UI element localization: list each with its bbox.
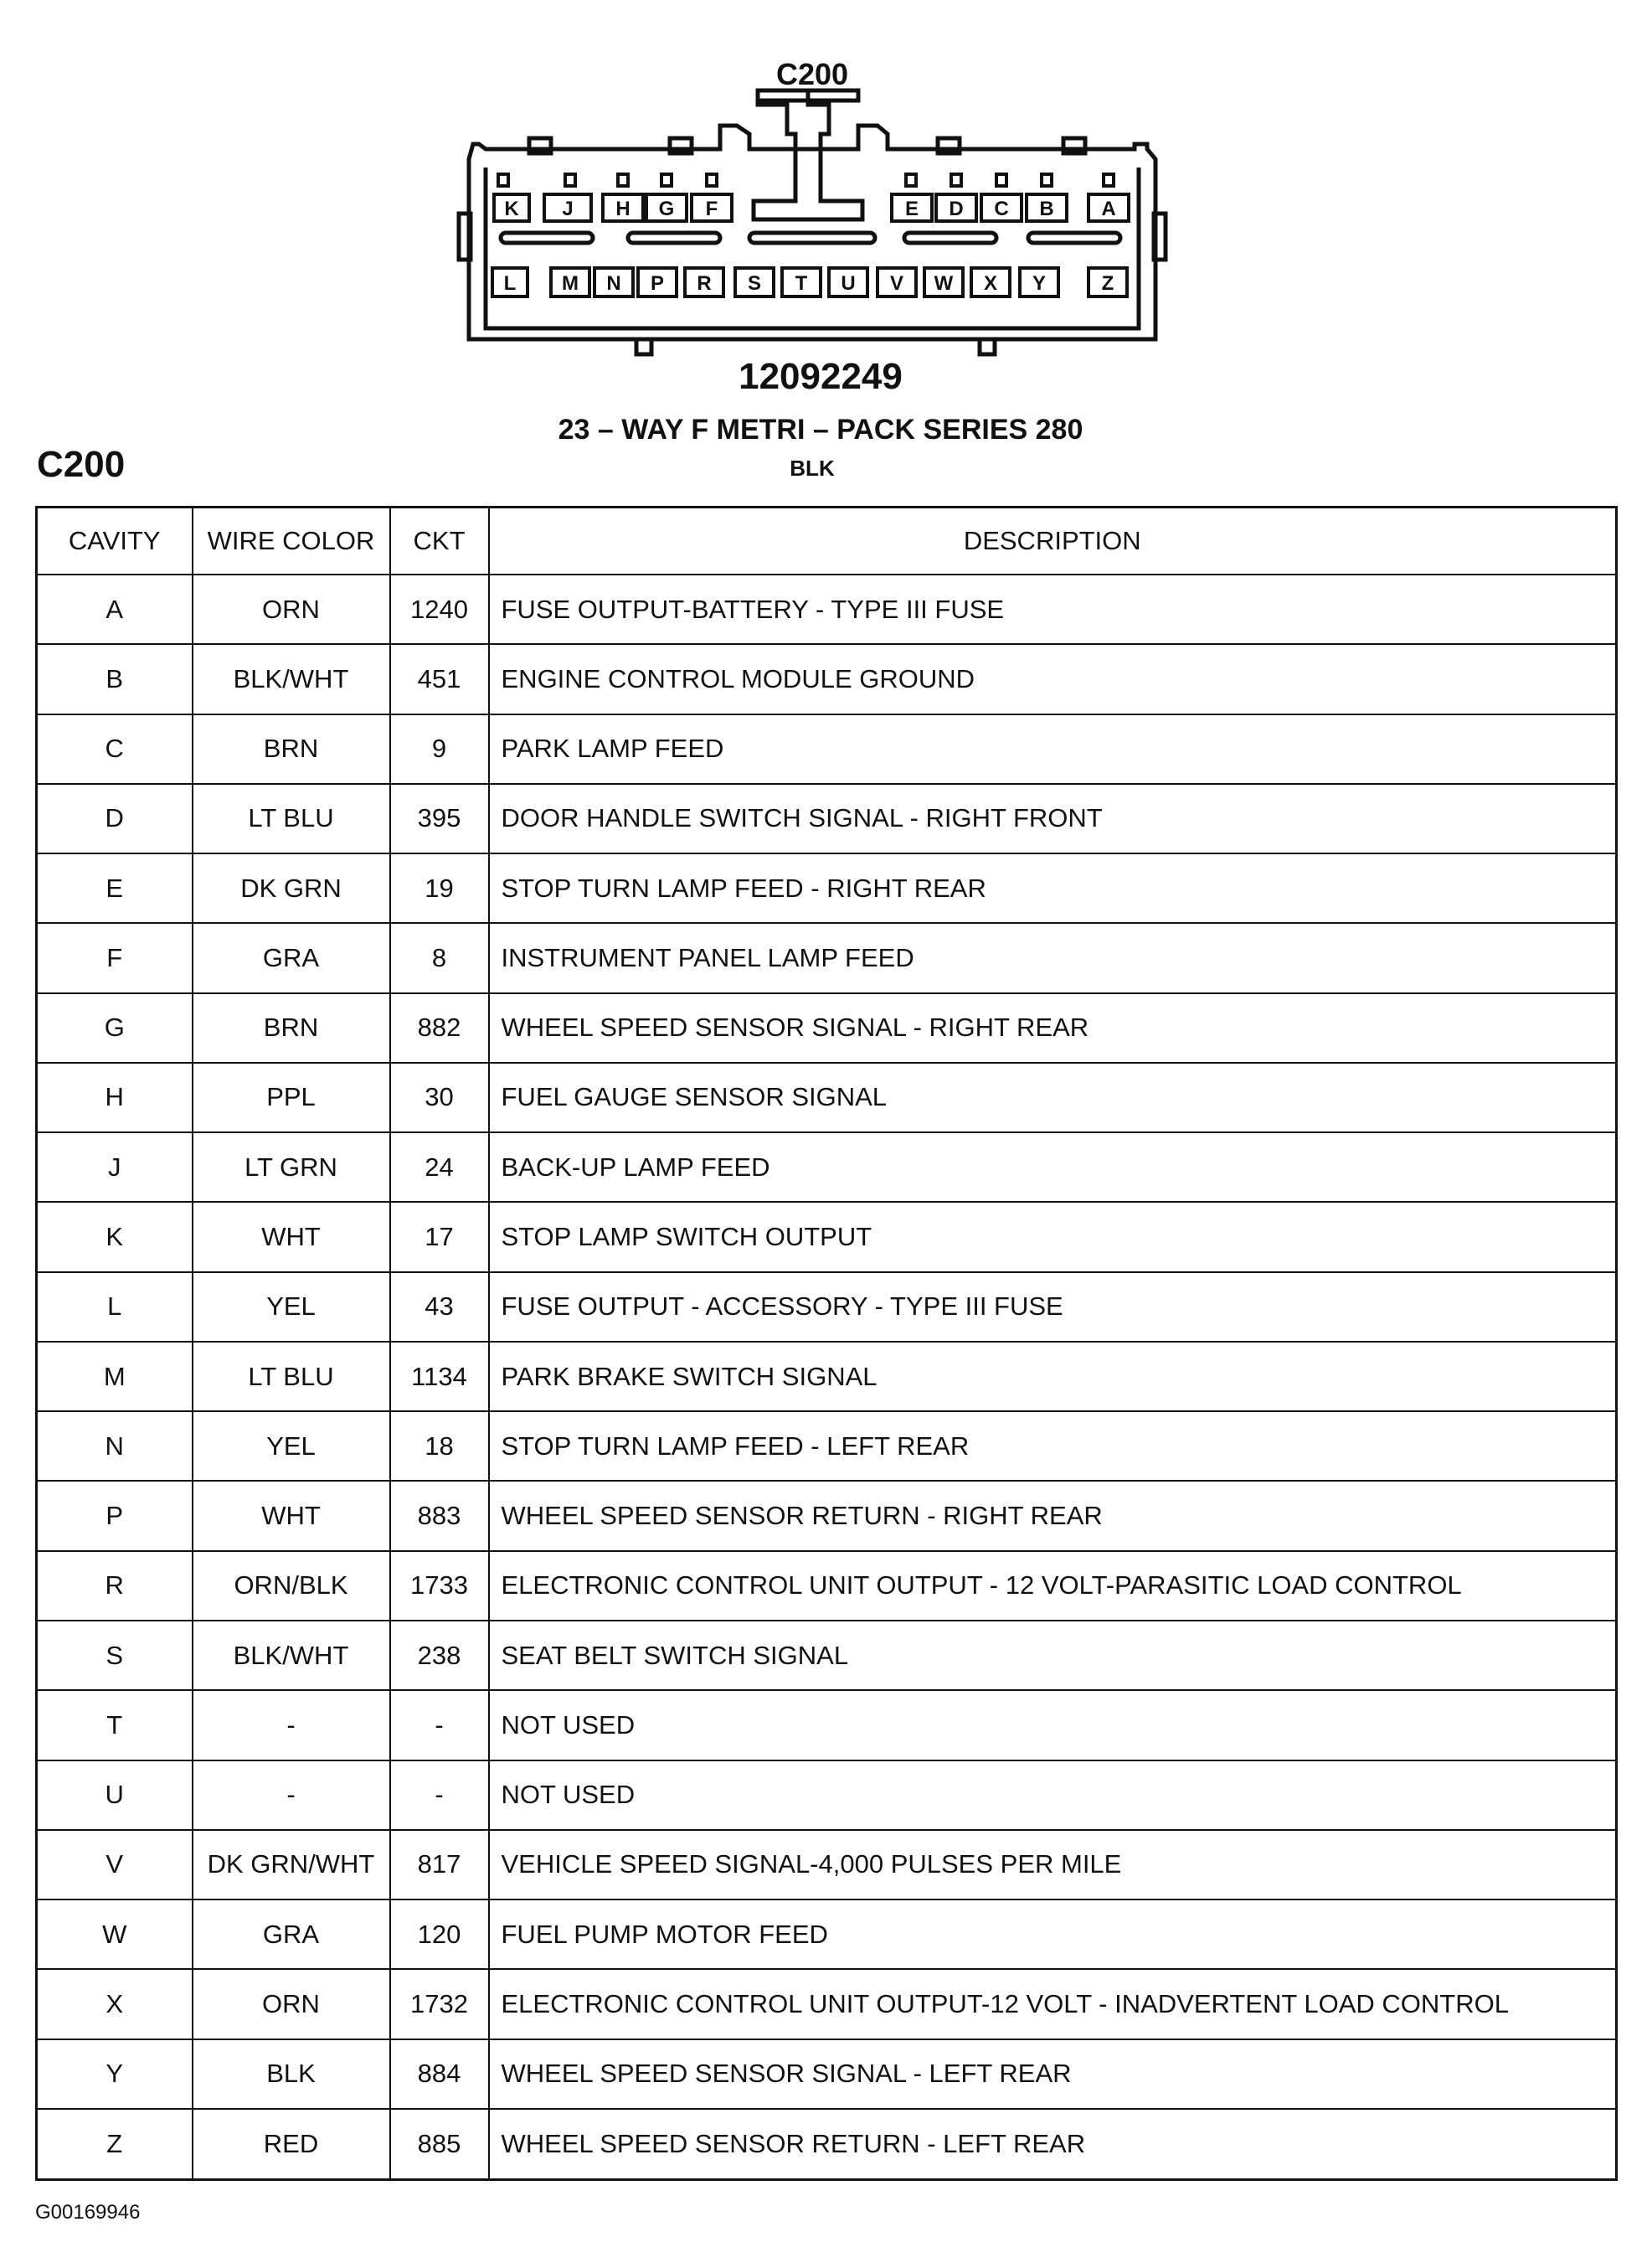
description-cell: ELECTRONIC CONTROL UNIT OUTPUT - 12 VOLT-PARASITIC LOAD CONTROL — [489, 1551, 1617, 1621]
cavity-cell: K — [37, 1202, 193, 1271]
cavity-D-label: D — [949, 198, 964, 220]
column-header-wire-color: WIRE COLOR — [193, 508, 390, 575]
table-row — [37, 1690, 1617, 1760]
cavity-U-label: U — [841, 272, 856, 295]
description-cell: ELECTRONIC CONTROL UNIT OUTPUT-12 VOLT - INADVERTENT LOAD CONTROL — [489, 1969, 1617, 2039]
cavity-cell: B — [37, 644, 193, 714]
description-cell: WHEEL SPEED SENSOR RETURN - RIGHT REAR — [489, 1481, 1617, 1550]
connector-series-title: 23 – WAY F METRI – PACK SERIES 280 — [558, 414, 1083, 446]
ckt-cell: 1732 — [390, 1969, 489, 2039]
wire-color-cell: LT BLU — [193, 784, 390, 853]
cavity-M-label: M — [562, 272, 579, 295]
ckt-cell: 884 — [390, 2039, 489, 2109]
ckt-cell: 1240 — [390, 575, 489, 644]
cavity-cell: R — [37, 1551, 193, 1621]
table-header-row — [37, 508, 1617, 575]
cavity-N-label: N — [606, 272, 621, 295]
description-cell: FUSE OUTPUT - ACCESSORY - TYPE III FUSE — [489, 1272, 1617, 1342]
cavity-cell: C — [37, 714, 193, 784]
wire-color-cell: LT BLU — [193, 1342, 390, 1411]
table-row — [37, 923, 1617, 992]
cavity-Y-label: Y — [1032, 272, 1047, 295]
cavity-J-label: J — [562, 198, 574, 220]
table-row — [37, 993, 1617, 1063]
cavity-V-label: V — [889, 272, 904, 295]
ckt-cell: 883 — [390, 1481, 489, 1550]
ckt-cell: 24 — [390, 1132, 489, 1202]
description-cell: WHEEL SPEED SENSOR SIGNAL - LEFT REAR — [489, 2039, 1617, 2109]
cavity-cell: M — [37, 1342, 193, 1411]
wire-color-cell: PPL — [193, 1063, 390, 1132]
description-cell: STOP LAMP SWITCH OUTPUT — [489, 1202, 1617, 1271]
description-cell: NOT USED — [489, 1690, 1617, 1760]
table-row — [37, 575, 1617, 644]
description-cell: FUSE OUTPUT-BATTERY - TYPE III FUSE — [489, 575, 1617, 644]
wire-color-cell: RED — [193, 2109, 390, 2180]
wire-color-cell: BRN — [193, 714, 390, 784]
wire-color-cell: YEL — [193, 1272, 390, 1342]
cavity-Z-label: Z — [1101, 272, 1114, 295]
cavity-cell: S — [37, 1621, 193, 1690]
cavity-cell: U — [37, 1760, 193, 1830]
description-cell: ENGINE CONTROL MODULE GROUND — [489, 644, 1617, 714]
wire-color-cell: WHT — [193, 1202, 390, 1271]
cavity-F-label: F — [705, 198, 718, 220]
description-cell: STOP TURN LAMP FEED - RIGHT REAR — [489, 853, 1617, 923]
cavity-cell: F — [37, 923, 193, 992]
table-row — [37, 1481, 1617, 1550]
cavity-cell: T — [37, 1690, 193, 1760]
connector-color-code: BLK — [790, 456, 835, 481]
cavity-cell: D — [37, 784, 193, 853]
ckt-cell: - — [390, 1690, 489, 1760]
cavity-cell: L — [37, 1272, 193, 1342]
description-cell: WHEEL SPEED SENSOR SIGNAL - RIGHT REAR — [489, 993, 1617, 1063]
column-header-description: DESCRIPTION — [489, 508, 1617, 575]
ckt-cell: 17 — [390, 1202, 489, 1271]
cavity-cell: J — [37, 1132, 193, 1202]
description-cell: VEHICLE SPEED SIGNAL-4,000 PULSES PER MILE — [489, 1830, 1617, 1899]
cavity-cell: X — [37, 1969, 193, 2039]
cavity-S-label: S — [747, 272, 762, 295]
table-row — [37, 1760, 1617, 1830]
section-title: C200 — [37, 444, 126, 485]
table-row — [37, 1411, 1617, 1481]
wire-color-cell: BLK/WHT — [193, 1621, 390, 1690]
wire-color-cell: ORN — [193, 1969, 390, 2039]
column-header-ckt: CKT — [390, 508, 489, 575]
ckt-cell: 30 — [390, 1063, 489, 1132]
table-row — [37, 714, 1617, 784]
table-row — [37, 2039, 1617, 2109]
cavity-cell: A — [37, 575, 193, 644]
table-row — [37, 1342, 1617, 1411]
cavity-T-label: T — [795, 272, 808, 295]
ckt-cell: 9 — [390, 714, 489, 784]
wire-color-cell: GRA — [193, 923, 390, 992]
ckt-cell: 817 — [390, 1830, 489, 1899]
wire-color-cell: WHT — [193, 1481, 390, 1550]
wire-color-cell: DK GRN — [193, 853, 390, 923]
description-cell: FUEL GAUGE SENSOR SIGNAL — [489, 1063, 1617, 1132]
ckt-cell: 19 — [390, 853, 489, 923]
ckt-cell: 120 — [390, 1899, 489, 1969]
pinout-table-body — [37, 575, 1617, 2180]
cavity-cell: W — [37, 1899, 193, 1969]
wire-color-cell: - — [193, 1760, 390, 1830]
ckt-cell: 451 — [390, 644, 489, 714]
cavity-cell: H — [37, 1063, 193, 1132]
ckt-cell: 882 — [390, 993, 489, 1063]
figure-id: G00169946 — [35, 2201, 141, 2224]
cavity-cell: V — [37, 1830, 193, 1899]
table-row — [37, 644, 1617, 714]
wire-color-cell: DK GRN/WHT — [193, 1830, 390, 1899]
table-row — [37, 1969, 1617, 2039]
cavity-H-label: H — [615, 198, 630, 220]
description-cell: WHEEL SPEED SENSOR RETURN - LEFT REAR — [489, 2109, 1617, 2180]
cavity-K-label: K — [504, 198, 519, 220]
cavity-cell: G — [37, 993, 193, 1063]
cavity-cell: Z — [37, 2109, 193, 2180]
table-row — [37, 1899, 1617, 1969]
table-row — [37, 784, 1617, 853]
wire-color-cell: - — [193, 1690, 390, 1760]
part-number: 12092249 — [739, 356, 903, 397]
cavity-G-label: G — [658, 198, 675, 220]
table-row — [37, 1272, 1617, 1342]
wire-color-cell: ORN — [193, 575, 390, 644]
cavity-L-label: L — [503, 272, 517, 295]
description-cell: DOOR HANDLE SWITCH SIGNAL - RIGHT FRONT — [489, 784, 1617, 853]
top-row-left-cavities — [494, 174, 732, 221]
description-cell: PARK BRAKE SWITCH SIGNAL — [489, 1342, 1617, 1411]
table-row — [37, 1132, 1617, 1202]
cavity-R-label: R — [697, 272, 712, 295]
table-row — [37, 1551, 1617, 1621]
table-row — [37, 853, 1617, 923]
cavity-X-label: X — [983, 272, 998, 295]
cavity-B-label: B — [1039, 198, 1054, 220]
ckt-cell: 18 — [390, 1411, 489, 1481]
cavity-cell: N — [37, 1411, 193, 1481]
description-cell: PARK LAMP FEED — [489, 714, 1617, 784]
description-cell: FUEL PUMP MOTOR FEED — [489, 1899, 1617, 1969]
cavity-cell: Y — [37, 2039, 193, 2109]
description-cell: STOP TURN LAMP FEED - LEFT REAR — [489, 1411, 1617, 1481]
connector-diagram — [0, 0, 1647, 503]
wire-color-cell: BLK/WHT — [193, 644, 390, 714]
wire-color-cell: ORN/BLK — [193, 1551, 390, 1621]
ckt-cell: - — [390, 1760, 489, 1830]
ckt-cell: 238 — [390, 1621, 489, 1690]
table-row — [37, 2109, 1617, 2180]
wire-color-cell: BLK — [193, 2039, 390, 2109]
ckt-cell: 395 — [390, 784, 489, 853]
table-row — [37, 1063, 1617, 1132]
pinout-table — [35, 506, 1618, 2181]
cavity-C-label: C — [994, 198, 1009, 220]
ckt-cell: 1134 — [390, 1342, 489, 1411]
wire-color-cell: YEL — [193, 1411, 390, 1481]
cavity-E-label: E — [904, 198, 919, 220]
cavity-W-label: W — [934, 272, 954, 295]
table-row — [37, 1621, 1617, 1690]
description-cell: SEAT BELT SWITCH SIGNAL — [489, 1621, 1617, 1690]
description-cell: BACK-UP LAMP FEED — [489, 1132, 1617, 1202]
wire-color-cell: BRN — [193, 993, 390, 1063]
table-row — [37, 1830, 1617, 1899]
cavity-cell: P — [37, 1481, 193, 1550]
column-header-cavity: CAVITY — [37, 508, 193, 575]
cavity-cell: E — [37, 853, 193, 923]
ckt-cell: 1733 — [390, 1551, 489, 1621]
description-cell: INSTRUMENT PANEL LAMP FEED — [489, 923, 1617, 992]
ckt-cell: 885 — [390, 2109, 489, 2180]
ckt-cell: 43 — [390, 1272, 489, 1342]
cavity-A-label: A — [1101, 198, 1116, 220]
cavity-P-label: P — [650, 272, 665, 295]
wire-color-cell: GRA — [193, 1899, 390, 1969]
table-row — [37, 1202, 1617, 1271]
connector-label: C200 — [775, 57, 849, 91]
wire-color-cell: LT GRN — [193, 1132, 390, 1202]
ckt-cell: 8 — [390, 923, 489, 992]
description-cell: NOT USED — [489, 1760, 1617, 1830]
top-row-right-cavities — [892, 174, 1129, 221]
